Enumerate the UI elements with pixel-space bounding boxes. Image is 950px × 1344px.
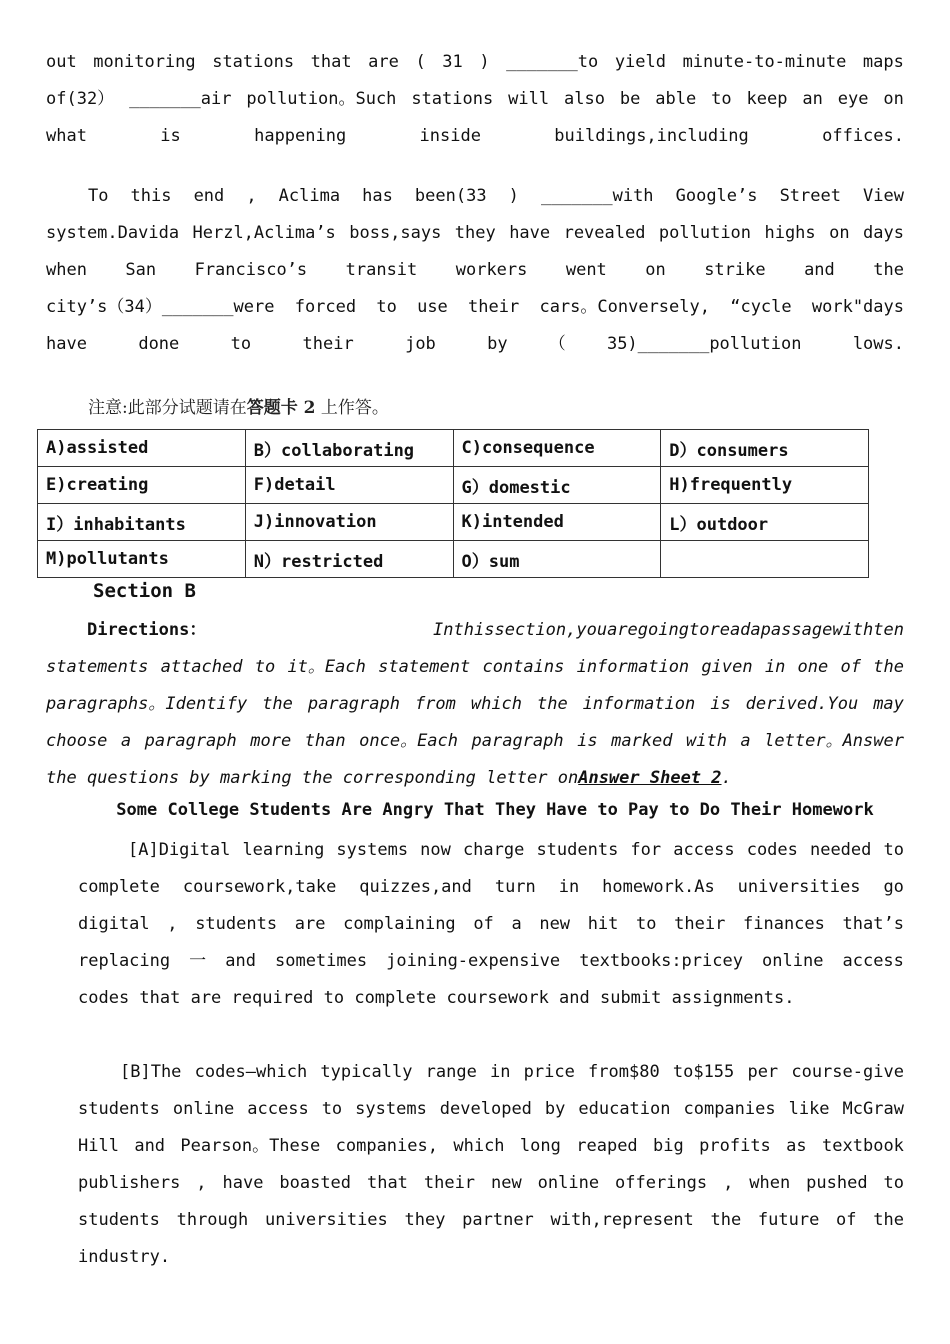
text-line: digital , students are complaining of a new hit to their finances that’s <box>78 914 904 934</box>
table-row <box>38 541 869 578</box>
text-line: Hill and Pearson。These companies, which long reaped big profits as textbook <box>78 1136 904 1156</box>
text-line: out monitoring stations that are ( 31 ) _______to yield minute-to-minute maps <box>46 52 904 72</box>
table-cell: C)consequence <box>453 430 661 467</box>
table-cell: I）inhabitants <box>38 504 246 541</box>
text-line: codes that are required to complete coursework and submit assignments. <box>78 988 795 1008</box>
directions <box>46 612 904 797</box>
table-cell: F)detail <box>245 467 453 504</box>
table-cell: L）outdoor <box>661 504 869 541</box>
text-line: of(32） _______air pollution。Such stations will also be able to keep an eye on <box>46 89 904 109</box>
text-line: replacing 一 and sometimes joining-expensive textbooks:pricey online access <box>78 951 904 971</box>
text-line: have done to their job by（35)_______pollution lows. <box>46 334 904 354</box>
passage-mid <box>46 178 904 363</box>
text-line: when San Francisco’s transit workers went on strike and the <box>46 260 904 280</box>
text-line: industry. <box>78 1247 171 1267</box>
table-cell: A)assisted <box>38 430 246 467</box>
table-row <box>38 430 869 467</box>
text-line: system.Davida Herzl,Aclima’s boss,says they have revealed pollution highs on days <box>46 223 904 243</box>
paragraph-b <box>78 1054 904 1276</box>
text-line: statements attached to it。Each statement contains information given in one of the <box>46 657 904 677</box>
text-line: Directions： In this section,you are going to read a passage with ten <box>46 612 904 649</box>
table-cell: D）consumers <box>661 430 869 467</box>
section-title: Section B <box>93 580 196 602</box>
paragraph-a <box>78 832 904 1017</box>
text-line: paragraphs。Identify the paragraph from which the information is derived.You may <box>46 694 904 714</box>
answer-note: 注意:此部分试题请在答题卡 2 上作答。 <box>88 398 389 418</box>
directions-label: Directions： <box>87 620 207 640</box>
word-bank-table <box>37 429 869 578</box>
table-cell: M)pollutants <box>38 541 246 578</box>
table-cell: N）restricted <box>245 541 453 578</box>
answer-sheet-link: Answer Sheet 2 <box>578 768 722 788</box>
text-line: choose a paragraph more than once。Each paragraph is marked with a letter。Answer <box>46 731 904 751</box>
text-line: students online access to systems developed by education companies like McGraw <box>78 1099 904 1119</box>
passage-top <box>46 44 904 155</box>
table-cell <box>661 541 869 578</box>
text-line: [A]Digital learning systems now charge students for access codes needed to <box>128 840 904 860</box>
table-cell: J)innovation <box>245 504 453 541</box>
text-line: students through universities they partner with,represent the future of the <box>78 1210 904 1230</box>
table-cell: B）collaborating <box>245 430 453 467</box>
text-line: complete coursework,take quizzes,and turn in homework.As universities go <box>78 877 904 897</box>
text-line: To this end , Aclima has been(33 ) _______with Google’s Street View <box>88 186 904 206</box>
text-line: the questions by marking the corresponding letter onAnswer Sheet 2. <box>46 768 732 788</box>
table-cell: H)frequently <box>661 467 869 504</box>
table-cell: K)intended <box>453 504 661 541</box>
text-line: publishers , have boasted that their new online offerings , when pushed to <box>78 1173 904 1193</box>
article-title: Some College Students Are Angry That They Have to Pay to Do Their Homework <box>116 800 874 820</box>
text-line: what is happening inside buildings,including offices. <box>46 126 904 146</box>
table-cell: O）sum <box>453 541 661 578</box>
table-cell: E)creating <box>38 467 246 504</box>
table-cell: G）domestic <box>453 467 661 504</box>
text-line: [B]The codes—which typically range in price from$80 to$155 per course-give <box>120 1062 904 1082</box>
table-row <box>38 504 869 541</box>
table-row <box>38 467 869 504</box>
text-line: city’s（34）_______were forced to use their cars。Conversely, “cycle work"days <box>46 297 904 317</box>
